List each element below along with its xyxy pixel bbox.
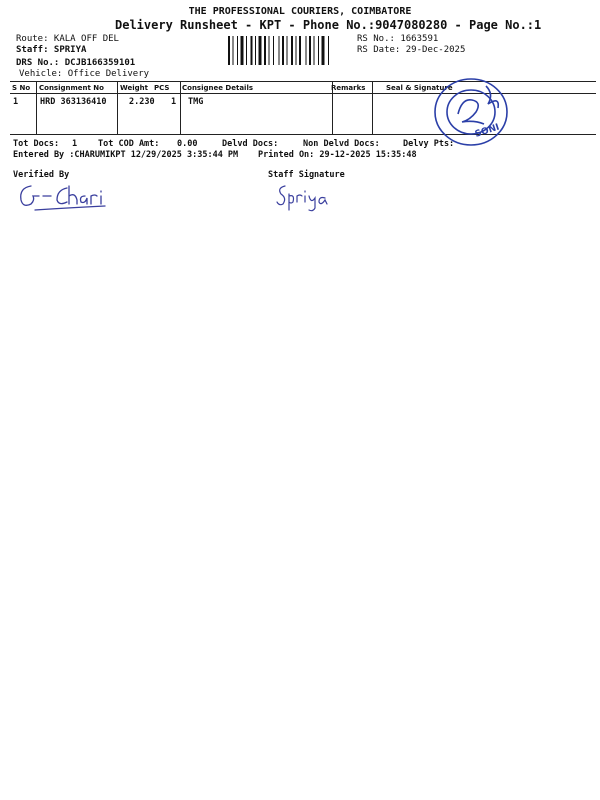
col-divider bbox=[180, 81, 181, 134]
non-delvd-docs-label: Non Delvd Docs: bbox=[303, 139, 380, 149]
header-consignee: Consignee Details bbox=[182, 84, 254, 92]
header-seal-signature: Seal & Signature bbox=[386, 84, 453, 92]
barcode-bar bbox=[318, 36, 319, 65]
row-consignment-no: HRD 363136410 bbox=[40, 97, 107, 107]
barcode-bar bbox=[273, 36, 274, 65]
col-divider bbox=[117, 81, 118, 134]
rs-date: RS Date: 29-Dec-2025 bbox=[357, 45, 466, 55]
barcode-bar bbox=[269, 36, 270, 65]
route-label: Route: KALA OFF DEL bbox=[16, 34, 119, 44]
barcode-bar bbox=[306, 36, 307, 65]
barcode-bar bbox=[246, 36, 247, 65]
barcode-bar bbox=[279, 36, 280, 65]
tot-docs-value: 1 bbox=[72, 139, 78, 149]
barcode-bar bbox=[241, 36, 244, 65]
col-divider bbox=[372, 81, 373, 134]
entered-by: Entered By :CHARUMIKPT 12/29/2025 3:35:44 PM bbox=[13, 150, 239, 160]
drs-number: DRS No.: DCJB166359101 bbox=[16, 58, 136, 68]
barcode-bar bbox=[322, 36, 325, 65]
stamp-text: SONI bbox=[473, 122, 501, 140]
barcode-bar bbox=[328, 36, 329, 65]
barcode-bar bbox=[314, 36, 315, 65]
staff-signature-icon bbox=[275, 182, 337, 212]
row-pcs: 1 bbox=[171, 97, 177, 107]
header-remarks: Remarks bbox=[331, 84, 366, 92]
staff-label: Staff: SPRIYA bbox=[16, 45, 87, 55]
row-sno: 1 bbox=[13, 97, 19, 107]
barcode-bar bbox=[228, 36, 230, 65]
printed-on: Printed On: 29-12-2025 15:35:48 bbox=[258, 150, 417, 160]
barcode bbox=[228, 36, 354, 65]
barcode-bar bbox=[291, 36, 293, 65]
row-weight: 2.230 bbox=[129, 97, 155, 107]
cod-value: 0.00 bbox=[177, 139, 198, 149]
header-weight: Weight bbox=[120, 84, 148, 92]
barcode-bar bbox=[251, 36, 253, 65]
company-title: THE PROFESSIONAL COURIERS, COIMBATORE bbox=[188, 6, 412, 17]
barcode-bar bbox=[264, 36, 266, 65]
barcode-bar bbox=[233, 36, 234, 65]
staff-signature-label: Staff Signature bbox=[268, 170, 345, 180]
verified-by-label: Verified By bbox=[13, 170, 70, 180]
barcode-bar bbox=[259, 36, 262, 65]
rs-number: RS No.: 1663591 bbox=[357, 34, 439, 44]
vehicle-label: Vehicle: Office Delivery bbox=[19, 69, 150, 79]
barcode-bar bbox=[299, 36, 301, 65]
verified-signature-icon bbox=[15, 180, 110, 214]
delvd-docs-label: Delvd Docs: bbox=[222, 139, 279, 149]
tot-docs-label: Tot Docs: bbox=[13, 139, 60, 149]
row-consignee: TMG bbox=[188, 97, 204, 107]
barcode-bar bbox=[282, 36, 284, 65]
cod-label: Tot COD Amt: bbox=[98, 139, 160, 149]
barcode-bar bbox=[287, 36, 288, 65]
delvy-pts-label: Delvy Pts: bbox=[403, 139, 455, 149]
header-consignment: Consignment No bbox=[39, 84, 104, 92]
header-sno: S No bbox=[12, 84, 31, 92]
runsheet-subtitle: Delivery Runsheet - KPT - Phone No.:9047080280 - Page No.:1 bbox=[115, 18, 542, 32]
barcode-bar bbox=[296, 36, 297, 65]
barcode-bar bbox=[309, 36, 311, 65]
barcode-bar bbox=[255, 36, 256, 65]
header-pcs: PCS bbox=[154, 84, 170, 92]
barcode-bar bbox=[237, 36, 238, 65]
col-divider bbox=[36, 81, 37, 134]
